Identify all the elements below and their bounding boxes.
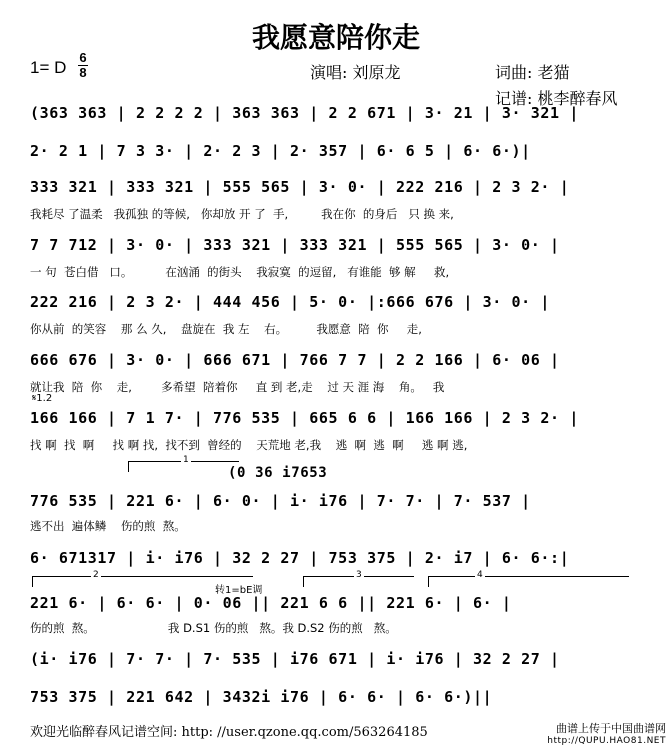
lyric-row-5: 你从前 的笑容 那 么 久, 盘旋在 我 左 右。 我愿意 陪 你 走, [30,322,422,336]
transcriber-credit: 记谱: 桃李醉春风 [495,89,618,108]
volta-1-label: 1 [183,455,189,465]
singer-credit: 演唱: 刘原龙 [310,63,401,82]
score-row-9: 6· 671317 | i· i76 | 32 2 27 | 753 375 | 2· i7 | 6· 6·:| [30,549,570,567]
composer-credit: 词曲: 老猫 [495,63,570,82]
score-row-4: 7 7 712 | 3· 0· | 333 321 | 333 321 | 555 565 | 3· 0· | [30,236,560,254]
upload-badge [547,722,666,748]
volta-bracket-4 [428,570,629,587]
score-row-12: 753 375 | 221 642 | 3432i i76 | 6· 6· | 6· 6·)|| [30,688,493,706]
upload-badge-line1: 曲谱上传于中国曲谱网 [556,722,666,735]
volta-4-label: 4 [477,570,483,580]
lyric-row-7: 找 啊 找 啊 找 啊 找, 找不到 曾经的 天荒地 老,我 逃 啊 逃 啊 逃 啊 逃, [30,438,468,452]
score-row-8: 776 535 | 221 6· | 6· 0· | i· i76 | 7· 7· | 7· 537 | [30,492,531,510]
score-row-2: 2· 2 1 | 7 3 3· | 2· 2 3 | 2· 357 | 6· 6 5 | 6· 6·)| [30,142,531,160]
key-signature: 1= D [30,58,67,77]
meter-top: 6 [79,50,87,65]
score-row-7: 166 166 | 7 1 7· | 776 535 | 665 6 6 | 166 166 | 2 3 2· | [30,409,579,427]
volta-3-label: 3 [356,570,362,580]
lyric-row-3: 我耗尽 了温柔 我孤独 的等候, 你却放 开 了 手, 我在你 的身后 只 换 来, [30,207,454,221]
lyric-row-10: 伤的煎 熬。 我 D.S1 伤的煎 熬。我 D.S2 伤的煎 熬。 [30,621,397,635]
lyric-row-4: 一 句 苍白借 口。 在汹涌 的街头 我寂寞 的逗留, 有谁能 够 解 救, [30,265,450,279]
volta-2-label: 2 [93,570,99,580]
score-row-11: (i· i76 | 7· 7· | 7· 535 | i76 671 | i· i76 | 32 2 27 | [30,650,560,668]
meter-bottom: 8 [79,65,87,80]
upload-badge-url: http://QUPU.HAO81.NET [547,736,666,746]
time-signature [78,52,88,79]
modulation-note: 转1=bE调 [215,585,263,596]
lyric-row-6: 就让我 陪 你 走, 多希望 陪着你 直 到 老,走 过 天 涯 海 角。 我 [30,380,445,394]
score-row-10: 221 6· | 6· 6· | 0· 06 || 221 6 6 || 221 6· | 6· | [30,594,512,612]
score-row-1: (363 363 | 2 2 2 2 | 363 363 | 2 2 671 | 3· 21 | 3· 321 | [30,104,579,122]
score-row-5: 222 216 | 2 3 2· | 444 456 | 5· 0· |:666 676 | 3· 0· | [30,293,551,311]
segno-mark: 𝄋1.2 [32,393,53,404]
volta-bracket-3 [303,570,414,587]
score-row-3: 333 321 | 333 321 | 555 565 | 3· 0· | 222 216 | 2 3 2· | [30,178,570,196]
lyric-row-8: 逃不出 遍体鳞 伤的煎 熬。 [30,519,186,533]
volta-bracket-1 [128,455,239,472]
song-title: 我愿意陪你走 [251,21,420,54]
bridge-phrase: (0 36 i7653 [228,465,328,481]
footer-text: 欢迎光临醉春风记谱空间: http: //user.qzone.qq.com/563264185 [30,725,428,740]
score-row-6: 666 676 | 3· 0· | 666 671 | 766 7 7 | 2 2 166 | 6· 06 | [30,351,560,369]
